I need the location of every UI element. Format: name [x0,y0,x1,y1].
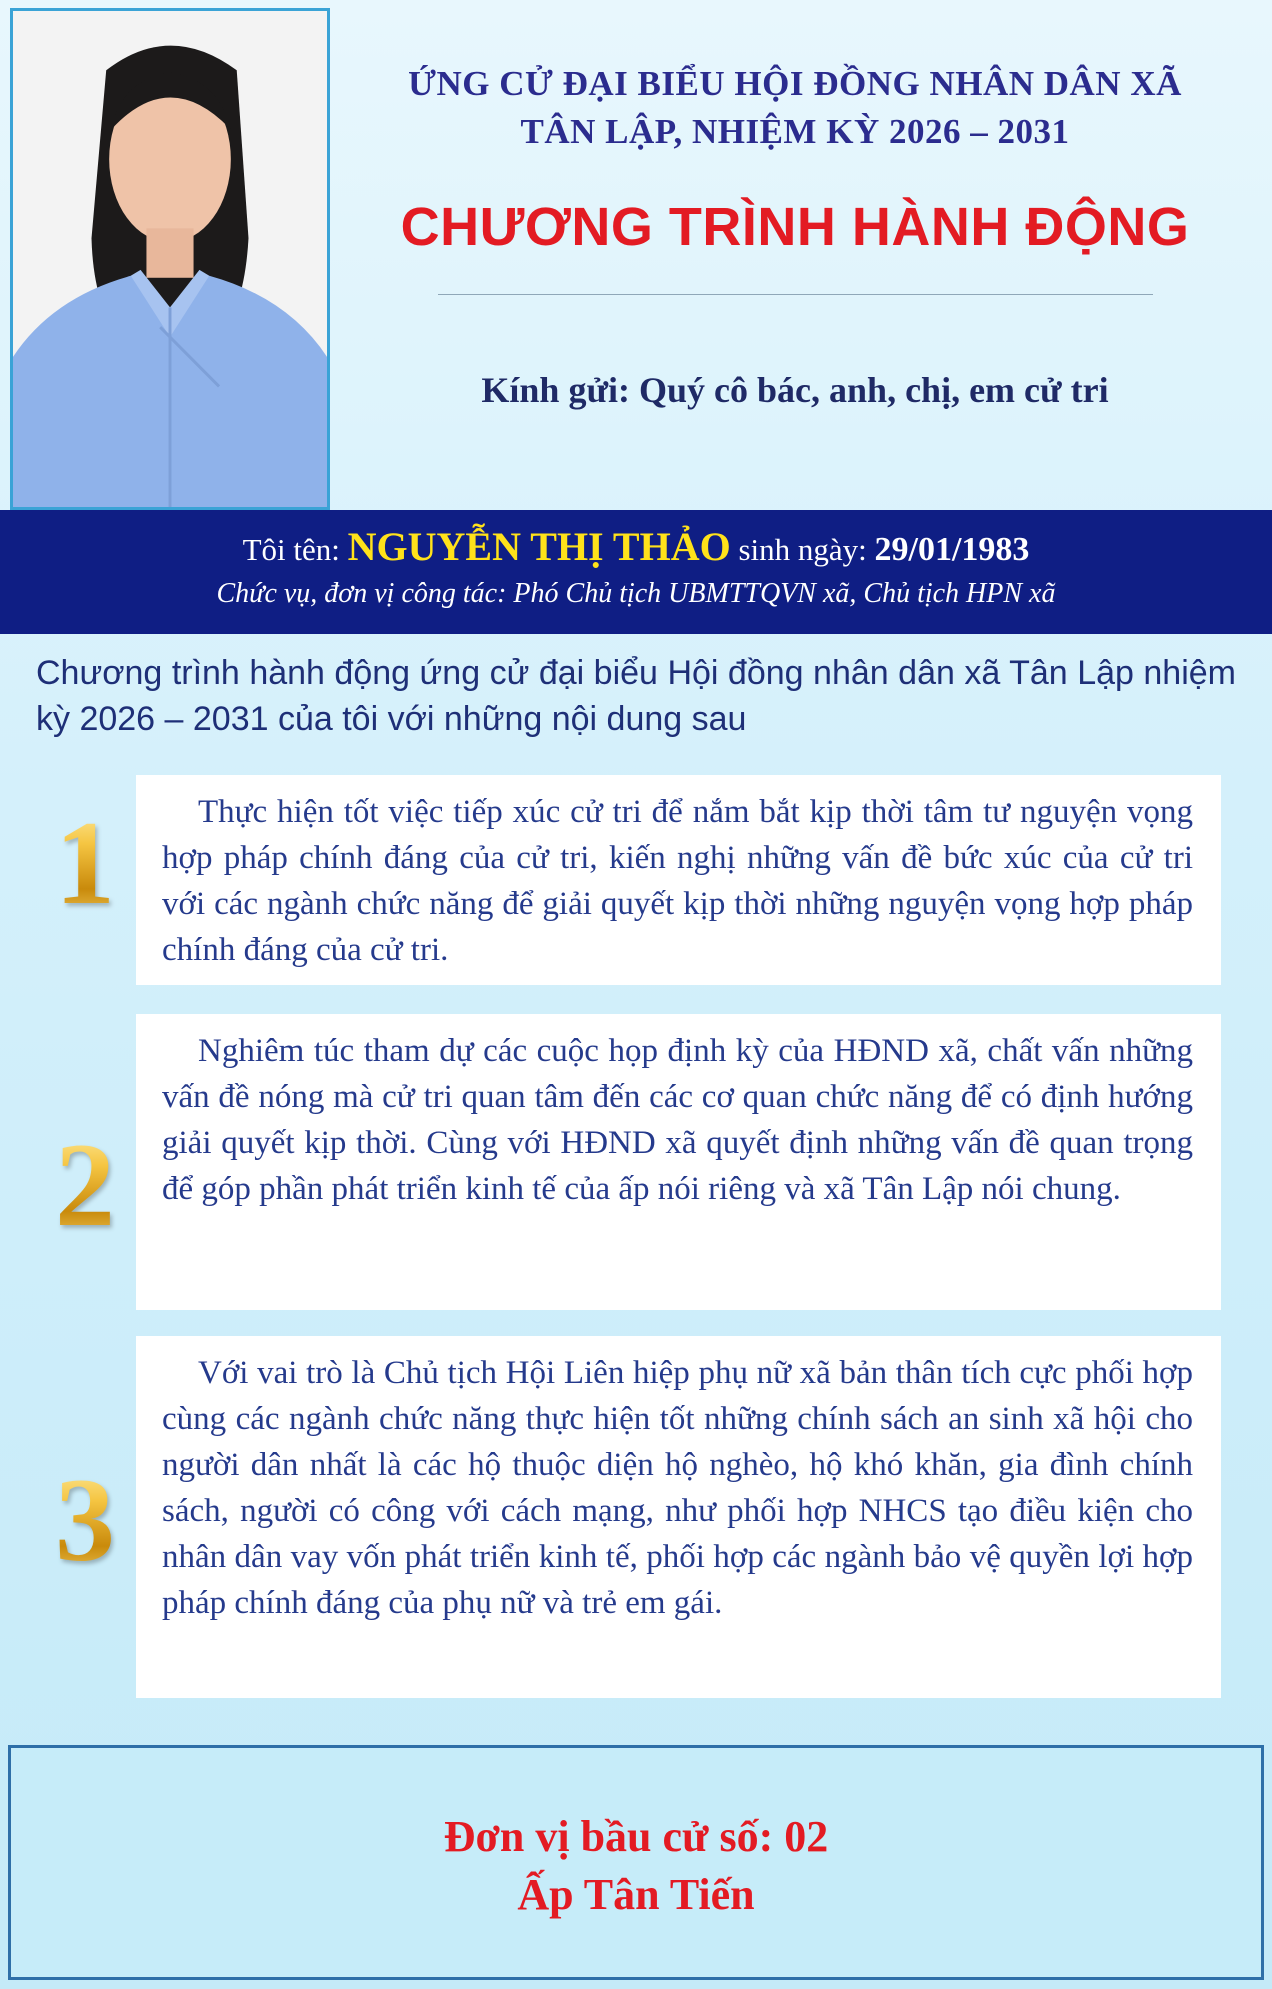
program-title: CHƯƠNG TRÌNH HÀNH ĐỘNG [400,197,1190,257]
candidate-banner [0,510,1272,634]
program-item-3: Với vai trò là Chủ tịch Hội Liên hiệp phụ nữ xã bản thân tích cực phối hợp cùng các ngành chức năng thực hiện tốt những chính sách an sinh xã hội cho người dân nhất là các hộ thuộc diện hộ nghèo, hộ khó khăn, gia đình chính sách, người có công với cách mạng, như phối hợp NHCS tạo điều kiện cho nhân dân vay vốn phát triển kinh tế, phối hợp các ngành bảo vệ quyền lợi hợp pháp chính đáng của phụ nữ và trẻ em gái. [136,1336,1221,1698]
portrait-image [13,11,327,507]
election-title-line-1: ỨNG CỬ ĐẠI BIỂU HỘI ĐỒNG NHÂN DÂN XÃ [408,64,1182,103]
candidate-portrait [10,8,330,510]
program-item-2: Nghiêm túc tham dự các cuộc họp định kỳ của HĐND xã, chất vấn những vấn đề nóng mà cử tri quan tâm đến các cơ quan chức năng để có định hướng giải quyết kịp thời. Cùng với HĐND xã quyết định những vấn đề quan trọng để góp phần phát triển kinh tế của ấp nói riêng và xã Tân Lập nói chung. [136,1014,1221,1310]
program-item-1: Thực hiện tốt việc tiếp xúc cử tri để nắm bắt kịp thời tâm tư nguyện vọng hợp pháp chính đáng của cử tri, kiến nghị những vấn đề bức xúc của cử tri với các ngành chức năng để giải quyết kịp thời những nguyện vọng hợp pháp chính đáng của cử tri. [136,775,1221,985]
item-3-number: 3 [40,1455,130,1585]
intro-prefix: Tôi tên: [242,532,348,567]
title-divider [438,294,1153,295]
item-2-number: 2 [40,1120,130,1250]
election-title [360,60,1230,156]
item-1-number: 1 [40,798,130,928]
program-intro: Chương trình hành động ứng cử đại biểu Hội đồng nhân dân xã Tân Lập nhiệm kỳ 2026 – 2031 của tôi với những nội dung sau [36,654,1236,738]
candidate-position: Chức vụ, đơn vị công tác: Phó Chủ tịch UBMTTQVN xã, Chủ tịch HPN xã [216,578,1056,609]
electoral-unit: Đơn vị bầu cử số: 02 [443,1812,829,1861]
electoral-unit-box [8,1745,1264,1980]
greeting: Kính gửi: Quý cô bác, anh, chị, em cử tri [481,370,1109,410]
candidate-dob: 29/01/1983 [874,531,1030,568]
candidate-name: NGUYỄN THỊ THẢO [347,524,731,569]
hamlet-name: Ấp Tân Tiến [517,1870,755,1919]
dob-prefix: sinh ngày: [730,532,875,567]
header [360,60,1230,411]
election-title-line-2: TÂN LẬP, NHIỆM KỲ 2026 – 2031 [520,112,1070,151]
candidate-intro-line [0,524,1272,573]
